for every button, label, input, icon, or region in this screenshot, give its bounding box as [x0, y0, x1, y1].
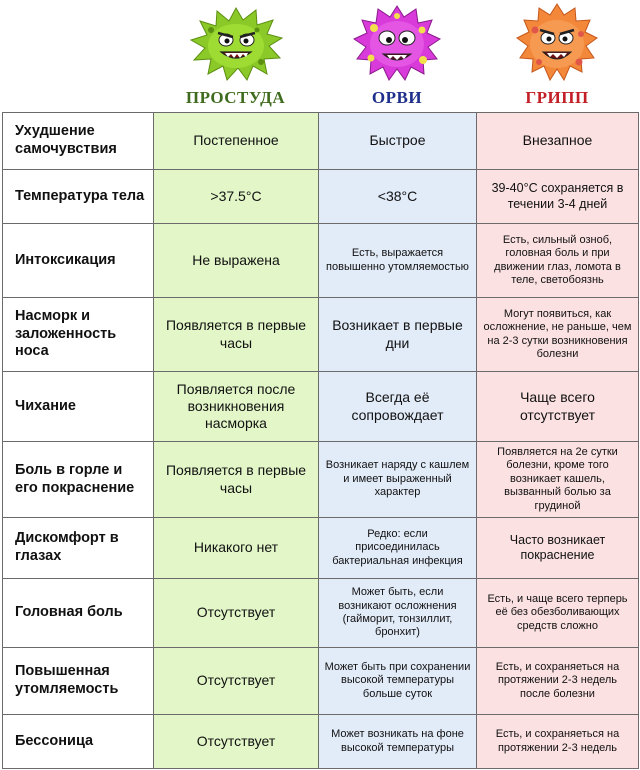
table-row: [3, 113, 639, 170]
orange-virus-icon: [509, 0, 605, 88]
table-row: [3, 372, 639, 442]
cold-cell: Не выражена: [154, 224, 319, 298]
column-title-flu: ГРИПП: [525, 88, 589, 107]
flu-cell: Есть, сильный озноб, головная боль и при движении глаз, ломота в теле, светобоязнь: [477, 224, 639, 298]
column-header-arvi: [318, 0, 476, 112]
row-label: Бессоница: [3, 715, 154, 769]
cold-cell: Постепенное: [154, 113, 319, 170]
cold-cell: Отсутствует: [154, 715, 319, 769]
table-row: [3, 648, 639, 715]
arvi-cell: Может быть, если возникают осложнения (гайморит, тонзиллит, бронхит): [319, 579, 477, 648]
flu-cell: Внезапное: [477, 113, 639, 170]
row-label: Чихание: [3, 372, 154, 442]
cold-cell: Никакого нет: [154, 518, 319, 579]
table-row: [3, 442, 639, 518]
table-row: [3, 298, 639, 372]
flu-cell: Часто возникает покраснение: [477, 518, 639, 579]
table-row: [3, 715, 639, 769]
row-label: Ухудшение самочувствия: [3, 113, 154, 170]
comparison-table: [2, 112, 639, 769]
flu-cell: Чаще всего отсутствует: [477, 372, 639, 442]
arvi-cell: Может быть при сохранении высокой температуры больше суток: [319, 648, 477, 715]
cold-cell: >37.5°С: [154, 170, 319, 224]
arvi-cell: Всегда её сопровождает: [319, 372, 477, 442]
flu-cell: 39-40°С сохраняется в течении 3-4 дней: [477, 170, 639, 224]
row-label: Насморк и заложенность носа: [3, 298, 154, 372]
arvi-cell: Редко: если присоединилась бактериальная инфекция: [319, 518, 477, 579]
arvi-cell: Возникает наряду с кашлем и имеет выраженный характер: [319, 442, 477, 518]
green-virus-icon: [181, 0, 291, 88]
table-row: [3, 170, 639, 224]
flu-cell: Есть, и сохраняеться на протяжении 2-3 недель: [477, 715, 639, 769]
arvi-cell: Может возникать на фоне высокой температуры: [319, 715, 477, 769]
row-label: Боль в горле и его покраснение: [3, 442, 154, 518]
row-label: Интоксикация: [3, 224, 154, 298]
row-label: Повышенная утомляемость: [3, 648, 154, 715]
table-row: [3, 224, 639, 298]
column-title-cold: ПРОСТУДА: [185, 88, 286, 107]
flu-cell: Появляется на 2е сутки болезни, кроме того возникает кашель, вызванный болью за грудиной: [477, 442, 639, 518]
purple-virus-icon: [347, 0, 447, 88]
cold-cell: Отсутствует: [154, 579, 319, 648]
flu-cell: Могут появиться, как осложнение, не раньше, чем на 2-3 сутки возникновения болезни: [477, 298, 639, 372]
arvi-cell: Возникает в первые дни: [319, 298, 477, 372]
column-header-cold: [153, 0, 318, 112]
row-label: Дискомфорт в глазах: [3, 518, 154, 579]
cold-cell: Появляется в первые часы: [154, 442, 319, 518]
cold-cell: Появляется после возникновения насморка: [154, 372, 319, 442]
flu-cell: Есть, и сохраняеться на протяжении 2-3 недель после болезни: [477, 648, 639, 715]
arvi-cell: <38°С: [319, 170, 477, 224]
column-header-flu: [476, 0, 638, 112]
arvi-cell: Есть, выражается повышенно утомляемостью: [319, 224, 477, 298]
table-row: [3, 518, 639, 579]
arvi-cell: Быстрое: [319, 113, 477, 170]
flu-cell: Есть, и чаще всего терперь её без обезболивающих средств сложно: [477, 579, 639, 648]
cold-cell: Появляется в первые часы: [154, 298, 319, 372]
row-label: Головная боль: [3, 579, 154, 648]
header: [0, 0, 640, 112]
column-title-arvi: ОРВИ: [371, 88, 423, 107]
row-label: Температура тела: [3, 170, 154, 224]
cold-cell: Отсутствует: [154, 648, 319, 715]
table-row: [3, 579, 639, 648]
